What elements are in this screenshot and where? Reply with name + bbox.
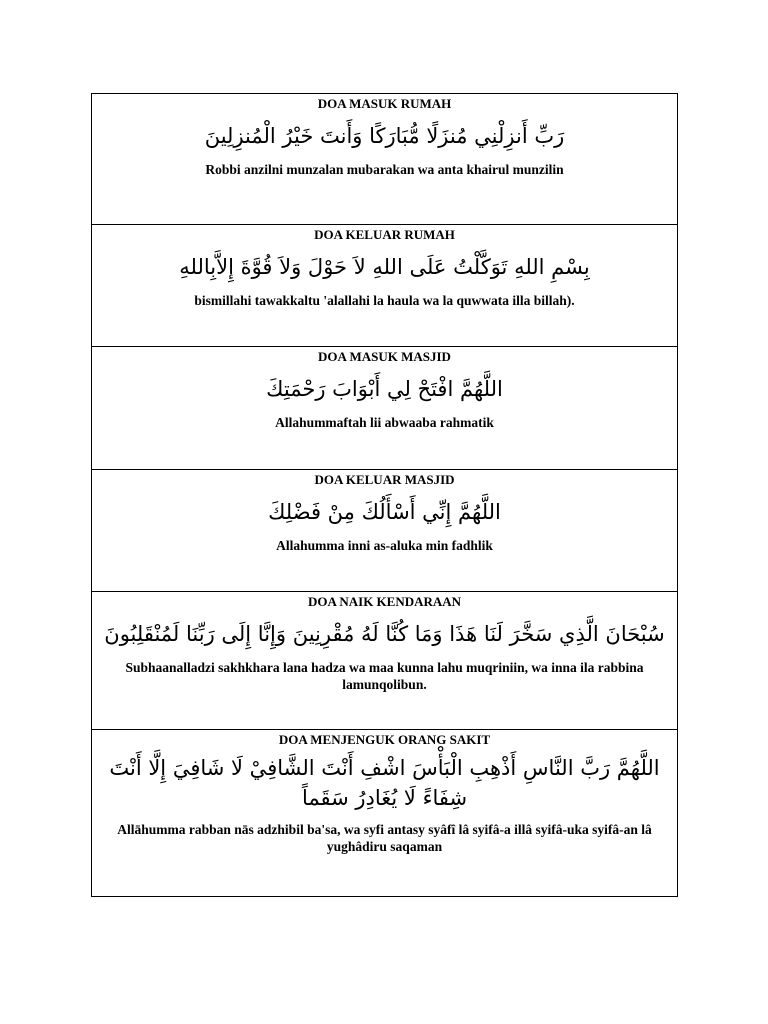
doa-keluar-rumah-row — [92, 225, 677, 347]
doa-arabic-text: اللَّهُمَّ رَبَّ النَّاسِ أَذْهِبِ الْبَأْسَ اشْفِ أَنْتَ الشَّافِيْ لَا شَافِيَ إِلَّا أَنْتَ شِفَاءً لَا يُغَادِرُ سَقَماً — [109, 756, 660, 810]
doa-menjenguk-orang-sakit-row — [92, 730, 677, 896]
doa-arabic-text: رَبِّ أَنزِلْنِي مُنزَلًا مُّبَارَكًا وَأَنتَ خَيْرُ الْمُنزِلِينَ — [204, 124, 565, 148]
doa-arabic-text: سُبْحَانَ الَّذِي سَخَّرَ لَنَا هَذَا وَمَا كُنَّا لَهُ مُقْرِنِينَ وَإِنَّا إِلَى رَبِّنَا لَمُنْقَلِبُونَ — [104, 622, 665, 646]
doa-title: DOA MASUK RUMAH — [317, 96, 452, 111]
doa-masuk-masjid-row — [92, 347, 677, 470]
doa-naik-kendaraan-row — [92, 592, 677, 730]
doa-latin-text: Subhaanalladzi sakhkhara lana hadza wa maa kunna lahu muqriniin, wa inna ila rabbina lamunqolibun. — [125, 660, 644, 692]
doa-latin-text: Robbi anzilni munzalan mubarakan wa anta khairul munzilin — [205, 162, 564, 177]
doa-arabic-text: اللَّهُمَّ افْتَحْ لِي أَبْوَابَ رَحْمَتِكَ — [266, 377, 503, 401]
doa-latin-text: Allahumma inni as-aluka min fadhlik — [276, 538, 493, 553]
doa-title: DOA MENJENGUK ORANG SAKIT — [278, 732, 491, 747]
doa-latin-text: Allahummaftah lii abwaaba rahmatik — [275, 415, 494, 430]
doa-title: DOA KELUAR RUMAH — [314, 227, 455, 242]
doa-latin-text: bismillahi tawakkaltu 'alallahi la haula wa la quwwata illa billah). — [194, 293, 575, 308]
doa-title: DOA NAIK KENDARAAN — [307, 594, 462, 609]
doa-keluar-masjid-row — [92, 470, 677, 592]
doa-masuk-rumah-row — [92, 94, 677, 225]
doa-table — [91, 93, 678, 897]
doa-arabic-text: اللَّهُمَّ إِنِّي أَسْأَلُكَ مِنْ فَضْلِكَ — [268, 500, 501, 524]
doa-title: DOA MASUK MASJID — [318, 349, 451, 364]
doa-arabic-text: بِسْمِ اللهِ تَوَكَّلْتُ عَلَى اللهِ لاَ حَوْلَ وَلاَ قُوَّةَ إِلاَّبِاللهِ — [179, 255, 590, 279]
doa-title: DOA KELUAR MASJID — [314, 472, 455, 487]
doa-latin-text: Allāhumma rabban nās adzhibil ba'sa, wa syfi antasy syâfî lâ syifâ-a illâ syifâ-uka syifâ-an lâ yughâdiru saqaman — [117, 822, 652, 854]
